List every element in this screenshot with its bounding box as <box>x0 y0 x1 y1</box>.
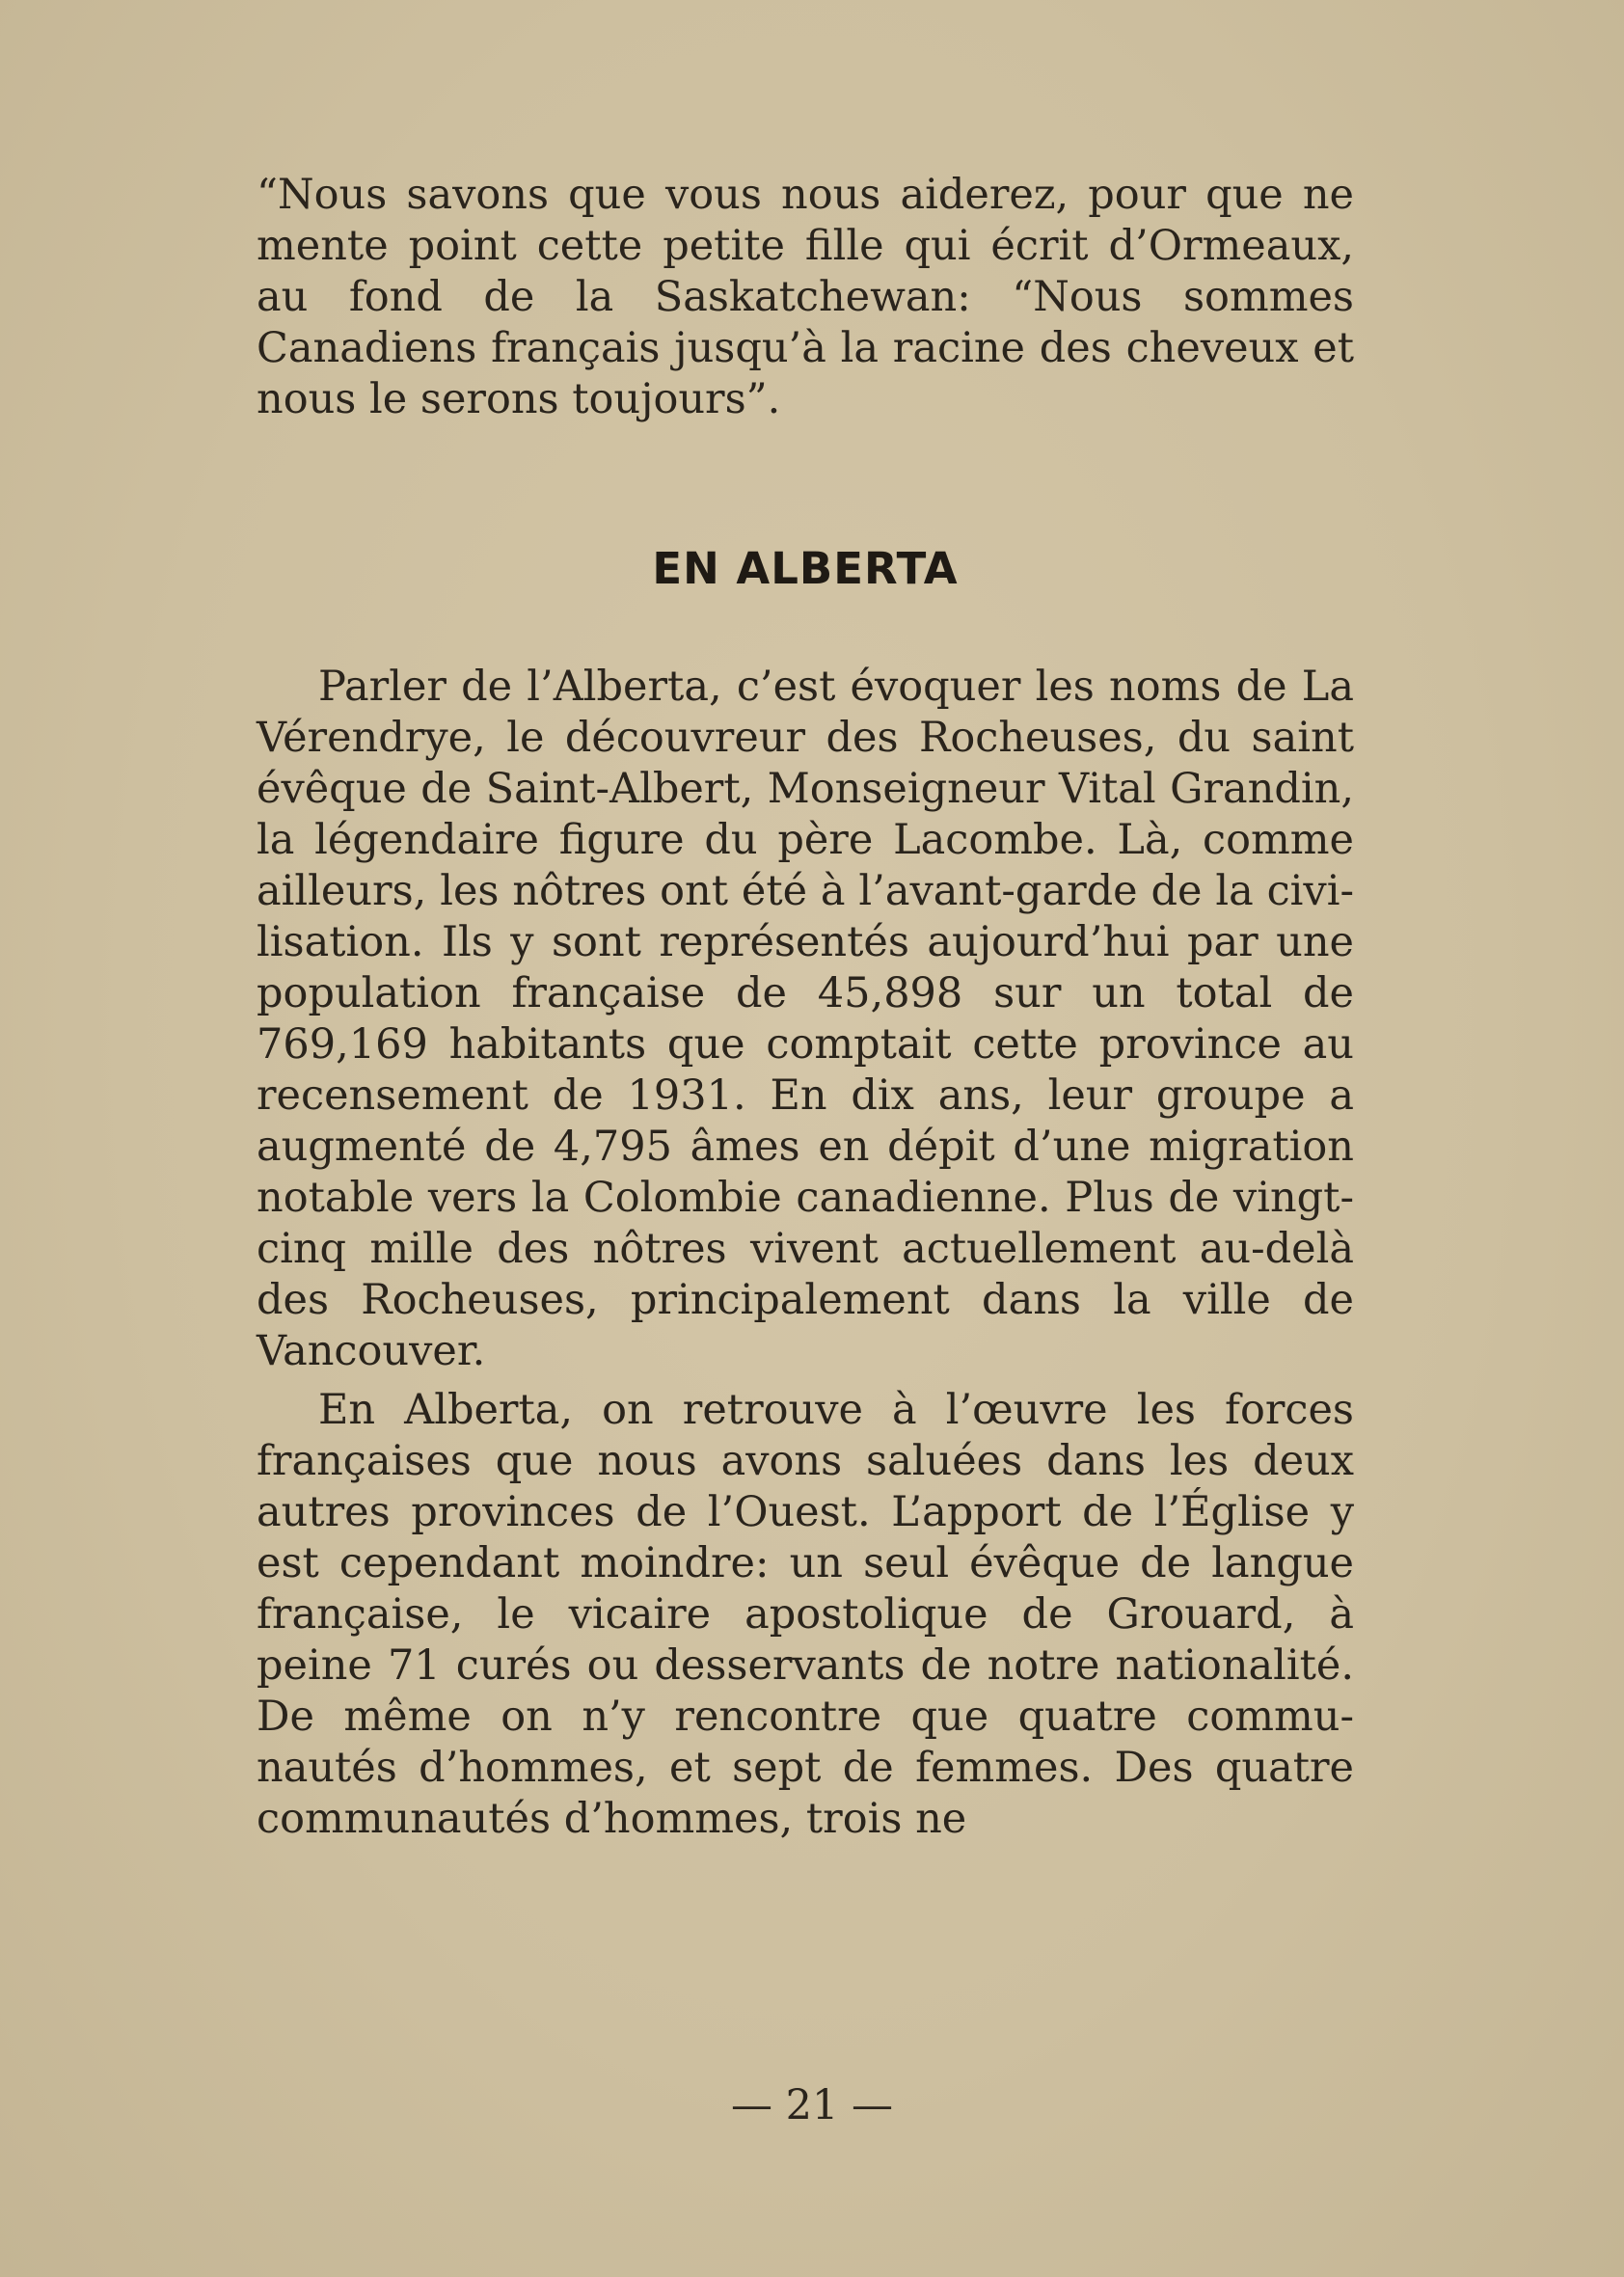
section-heading: EN ALBERTA <box>652 543 959 594</box>
quote-paragraph: “Nous savons que vous nous aiderez, pour que ne mente point cette petite fille qui écrit d’Ormeaux, au fond de la Saskatchewan: “Nous sommes Canadiens français jusqu’à la racine des cheveux et nous le serons toujours”. <box>257 171 1354 423</box>
body-text <box>257 662 1354 1845</box>
body-paragraph-1: Parler de l’Alberta, c’est évoquer les noms de La Vérendrye, le découvreur des Rocheuses, du saint évêque de Saint-Albert, Monseigneur Vital Grandin, la légendaire figure du père Lacombe. Là, comme ailleurs, les nôtres ont été à l’avant-garde de la civilisation. Ils y sont représentés aujourd’hui par une population française de 45,898 sur un total de 769,169 habitants que comptait cette province au recensement de 1931. En dix ans, leur groupe a augmenté de 4,795 âmes en dépit d’une migration notable vers la Colombie canadienne. Plus de vingt-cinq mille des nôtres vivent actuellement au-delà des Rocheuses, principalement dans la ville de Vancouver. <box>257 663 1354 1375</box>
body-paragraph-2: En Alberta, on retrouve à l’œuvre les forces françaises que nous avons saluées dans les deux autres provinces de l’Ouest. L’apport de l’Église y est cependant moindre: un seul évêque de langue française, le vicaire apostolique de Grouard, à peine 71 curés ou desservants de notre nationalité. De même on n’y rencontre que quatre communautés d’hommes, et sept de femmes. Des quatre communautés d’hommes, trois ne <box>257 1386 1354 1843</box>
quote-paragraph-block <box>257 170 1354 425</box>
page-number: — 21 — <box>730 2081 894 2129</box>
